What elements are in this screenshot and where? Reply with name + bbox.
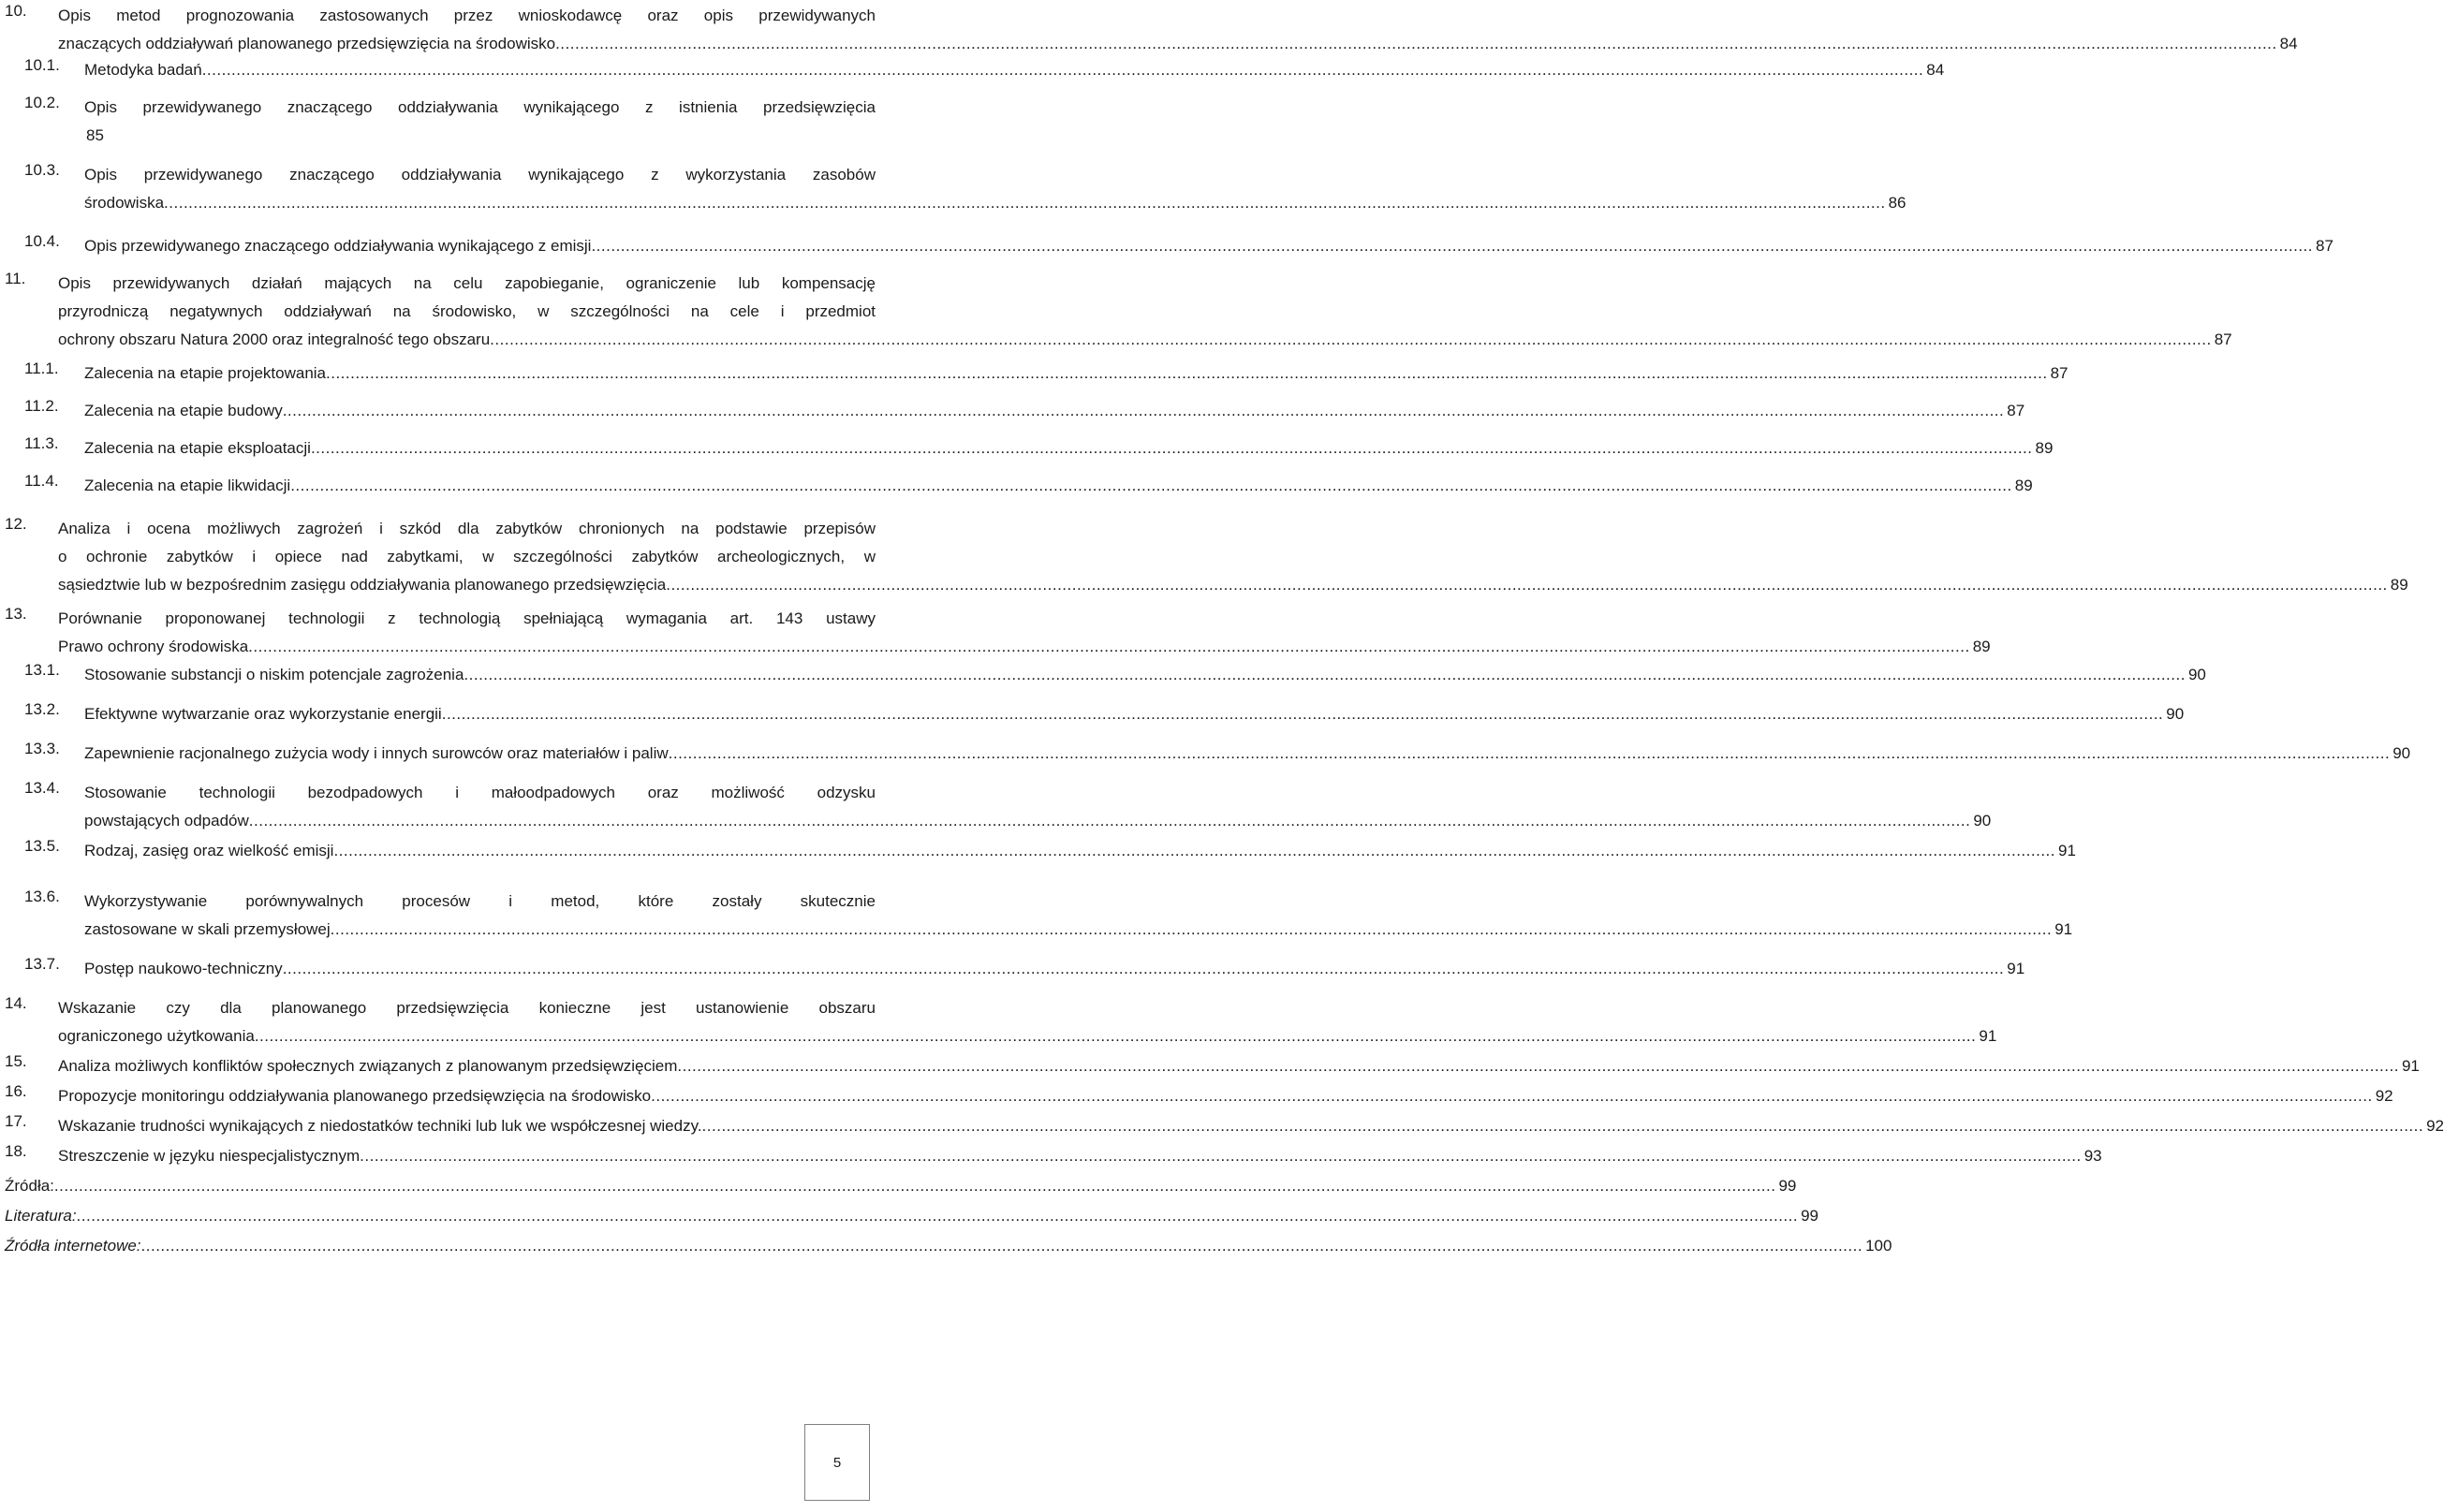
toc-entry-title: przyrodniczą negatywnych oddziaływań na środowisko, w szczególności na cele i przedmiot	[58, 302, 876, 320]
toc-entry-title: znaczących oddziaływań planowanego przedsięwzięcia na środowisko	[58, 35, 556, 52]
dot-leader	[331, 916, 2053, 944]
toc-entry-title: Stosowanie substancji o niskim potencjale zagrożenia	[84, 666, 464, 683]
toc-entry-title: Opis przewidywanego znaczącego oddziaływania wynikającego z emisji	[84, 237, 592, 255]
toc-entry-page: 92	[2375, 1087, 2393, 1105]
toc-entry-title: środowiska	[84, 194, 165, 212]
dot-leader	[54, 1172, 1776, 1200]
toc-entry-number: 11.2.	[24, 397, 59, 415]
toc-entry-number: 11.3.	[24, 434, 59, 452]
toc-entry-number: 15.	[5, 1052, 27, 1070]
toc-entry-number: 11.1.	[24, 360, 59, 377]
toc-entry-title: Źródła internetowe:	[5, 1237, 141, 1255]
toc-entry-title: Porównanie proponowanej technologii z technologią spełniającą wymagania art. 143 ustawy	[58, 609, 876, 627]
toc-entry-title: Streszczenie w języku niespecjalistycznym	[58, 1147, 361, 1165]
toc-entry-number: 17.	[5, 1112, 27, 1130]
dot-leader	[283, 397, 2005, 425]
toc-entry-title: Wykorzystywanie porównywalnych procesów i metod, które zostały skutecznie	[84, 892, 876, 910]
toc-entry-number: 13.7.	[24, 955, 60, 973]
toc-entry-page: 86	[1888, 194, 1907, 212]
toc-entry-number: 16.	[5, 1082, 27, 1100]
dot-leader	[464, 661, 2186, 689]
toc-entry-title: Wskazanie czy dla planowanego przedsięwzięcia konieczne jest ustanowienie obszaru	[58, 999, 876, 1017]
toc-entry-number: 13.5.	[24, 837, 60, 855]
toc-entry-page: 99	[1778, 1177, 1797, 1195]
toc-entry-number: 10.2.	[24, 94, 60, 111]
toc-entry-title: Zalecenia na etapie likwidacji	[84, 477, 291, 494]
toc-entry-title: Opis przewidywanego znaczącego oddziaływania wynikającego z istnienia przedsięwzięcia	[84, 98, 876, 116]
toc-entry-page: 87	[2214, 330, 2232, 348]
toc-entry-page: 87	[2316, 237, 2334, 255]
toc-entry-title: Prawo ochrony środowiska	[58, 638, 249, 655]
toc-entry-number: 13.2.	[24, 700, 60, 718]
dot-leader	[666, 571, 2388, 599]
dot-leader	[248, 633, 1970, 661]
toc-entry-title: 85	[86, 126, 104, 144]
toc-entry-number: 10.	[5, 2, 27, 20]
toc-entry-title: Zapewnienie racjonalnego zużycia wody i innych surowców oraz materiałów i paliw	[84, 744, 669, 762]
toc-entry-page: 92	[2426, 1117, 2444, 1135]
dot-leader	[591, 232, 2313, 260]
toc-entry-page: 100	[1865, 1237, 1892, 1255]
dot-leader	[255, 1022, 1977, 1050]
dot-leader	[202, 56, 1924, 84]
dot-leader	[311, 434, 2033, 462]
page-number: 5	[832, 1454, 842, 1471]
toc-entry-title: Opis przewidywanego znaczącego oddziaływania wynikającego z wykorzystania zasobów	[84, 166, 876, 183]
toc-entry-page: 90	[2187, 666, 2206, 683]
toc-entry-page: 91	[2057, 842, 2076, 859]
toc-entry-number: 13.4.	[24, 779, 60, 797]
toc-entry-page: 90	[2166, 705, 2185, 723]
dot-leader	[442, 700, 2164, 728]
toc-entry-page: 89	[2035, 439, 2054, 457]
toc-entry-page: 89	[2390, 576, 2408, 594]
page-number-box	[804, 1424, 870, 1501]
toc-entry-page: 87	[2050, 364, 2069, 382]
toc-entry-number: 10.1.	[24, 56, 60, 74]
toc-entry-title: Metodyka badań	[84, 61, 202, 79]
toc-entry-title: o ochronie zabytków i opiece nad zabytkami, w szczególności zabytków archeologicznych, w	[58, 548, 876, 565]
toc-entry-title: Rodzaj, zasięg oraz wielkość emisji	[84, 842, 334, 859]
toc-entry-title: Postęp naukowo-techniczny	[84, 960, 283, 977]
dot-leader	[164, 189, 1886, 217]
toc-entry-title: Zalecenia na etapie budowy	[84, 402, 283, 419]
toc-entry-page: 91	[2401, 1057, 2420, 1075]
toc-entry-title: Propozycje monitoringu oddziaływania planowanego przedsięwzięcia na środowisko	[58, 1087, 652, 1105]
toc-entry-title: ograniczonego użytkowania	[58, 1027, 255, 1045]
toc-entry-page: 93	[2083, 1147, 2102, 1165]
toc-entry-number: 10.4.	[24, 232, 60, 250]
toc-entry-number: 14.	[5, 994, 27, 1012]
toc-entry-page: 90	[1973, 812, 1992, 829]
toc-entry-title: Wskazanie trudności wynikających z niedostatków techniki lub luk we współczesnej wiedzy.	[58, 1117, 702, 1135]
dot-leader	[651, 1082, 2373, 1110]
toc-entry-page: 87	[2007, 402, 2025, 419]
dot-leader	[326, 360, 2048, 388]
toc-entry-page: 91	[2007, 960, 2025, 977]
dot-leader	[141, 1232, 1863, 1260]
toc-entry-page: 90	[2392, 744, 2411, 762]
toc-entry-page: 99	[1801, 1207, 1819, 1225]
dot-leader	[360, 1142, 2082, 1170]
toc-entry-title: Opis przewidywanych działań mających na celu zapobieganie, ograniczenie lub kompensację	[58, 274, 876, 292]
toc-entry-title: Opis metod prognozowania zastosowanych przez wnioskodawcę oraz opis przewidywanych	[58, 7, 876, 24]
toc-entry-title: Stosowanie technologii bezodpadowych i małoodpadowych oraz możliwość odzysku	[84, 784, 876, 801]
toc-entry-number: 18.	[5, 1142, 27, 1160]
toc-entry-title: ochrony obszaru Natura 2000 oraz integralność tego obszaru	[58, 330, 491, 348]
toc-entry-number: 13.	[5, 605, 27, 623]
dot-leader	[702, 1112, 2424, 1140]
toc-entry-title: sąsiedztwie lub w bezpośrednim zasięgu oddziaływania planowanego przedsięwzięcia	[58, 576, 667, 594]
dot-leader	[669, 740, 2391, 768]
dot-leader	[249, 807, 1971, 835]
toc-entry-page: 84	[1926, 61, 1945, 79]
dot-leader	[490, 326, 2212, 354]
toc-entry-page: 91	[1979, 1027, 1997, 1045]
dot-leader	[290, 472, 2012, 500]
toc-entry-number: 12.	[5, 515, 27, 533]
dot-leader	[555, 30, 2277, 58]
toc-entry-page: 89	[2014, 477, 2033, 494]
toc-entry-number: 13.1.	[24, 661, 60, 679]
dot-leader	[333, 837, 2055, 865]
toc-entry-number: 11.	[5, 270, 26, 287]
toc-entry-number: 13.6.	[24, 888, 60, 905]
toc-entry-number: 11.4.	[24, 472, 59, 490]
toc-entry-title: Efektywne wytwarzanie oraz wykorzystanie energii	[84, 705, 442, 723]
toc-entry-page: 84	[2279, 35, 2298, 52]
toc-entry-number: 10.3.	[24, 161, 60, 179]
toc-entry-title: Zalecenia na etapie projektowania	[84, 364, 327, 382]
toc-entry-title: zastosowane w skali przemysłowej	[84, 920, 331, 938]
dot-leader	[677, 1052, 2399, 1080]
toc-entry-title: powstających odpadów	[84, 812, 249, 829]
toc-entry-title: Analiza i ocena możliwych zagrożeń i szkód dla zabytków chronionych na podstawie przepisów	[58, 520, 876, 537]
toc-entry-number: 13.3.	[24, 740, 60, 757]
dot-leader	[283, 955, 2005, 983]
toc-entry-title: Źródła:	[5, 1177, 54, 1195]
dot-leader	[77, 1202, 1799, 1230]
toc-entry-title: Zalecenia na etapie eksploatacji	[84, 439, 311, 457]
toc-entry-page: 89	[1972, 638, 1991, 655]
toc-entry-title: Literatura:	[5, 1207, 77, 1225]
toc-entry-title: Analiza możliwych konfliktów społecznych związanych z planowanym przedsięwzięciem	[58, 1057, 678, 1075]
toc-entry-page: 91	[2054, 920, 2073, 938]
